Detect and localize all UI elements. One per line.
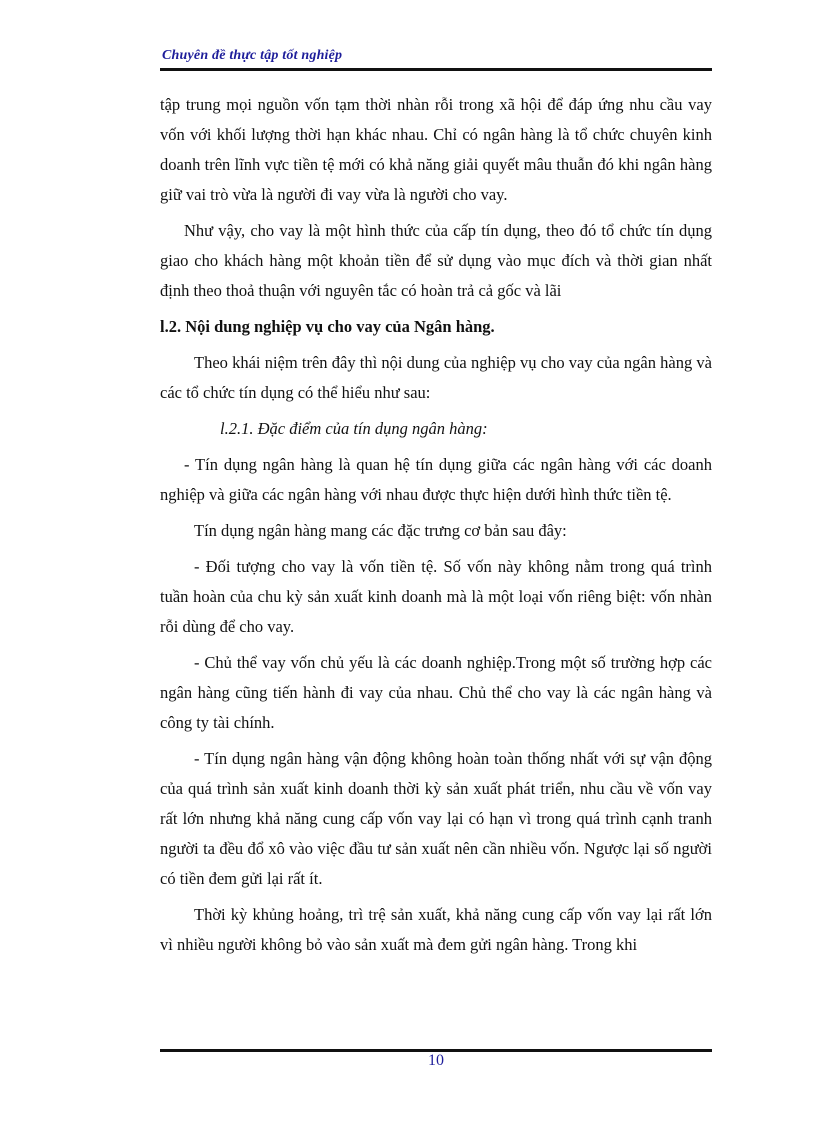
page-header [160, 46, 712, 68]
page-number: 10 [428, 1052, 444, 1069]
paragraph: - Tín dụng ngân hàng là quan hệ tín dụng giữa các ngân hàng với các doanh nghiệp và giữa các ngân hàng với nhau được thực hiện dưới hình thức tiền tệ. [160, 455, 712, 504]
paragraph: - Tín dụng ngân hàng vận động không hoàn toàn thống nhất với sự vận động của quá trình sản xuất kinh doanh thời kỳ sản xuất phát triển, nhu cầu về vốn vay rất lớn nhưng khả năng cung cấp vốn vay lại có hạn vì trong quá trình cạnh tranh người ta đều đổ xô vào việc đầu tư sản xuất nên cần nhiều vốn. Ngược lại số người có tiền đem gửi lại rất ít. [160, 749, 712, 888]
subsection-heading: l.2.1. Đặc điểm của tín dụng ngân hàng: [220, 419, 488, 438]
paragraph: Tín dụng ngân hàng mang các đặc trưng cơ bản sau đây: [194, 521, 567, 540]
header-rule [160, 68, 712, 71]
paragraph: Thời kỳ khủng hoảng, trì trệ sản xuất, khả năng cung cấp vốn vay lại rất lớn vì nhiều người không bỏ vào sản xuất mà đem gửi ngân hàng. Trong khi [160, 905, 712, 954]
body-text [160, 90, 712, 960]
paragraph: - Đối tượng cho vay là vốn tiền tệ. Số vốn này không nằm trong quá trình tuần hoàn của chu kỳ sản xuất kinh doanh mà là một loại vốn riêng biệt: vốn nhàn rỗi dùng để cho vay. [160, 557, 712, 636]
paragraph: Như vậy, cho vay là một hình thức của cấp tín dụng, theo đó tổ chức tín dụng giao cho khách hàng một khoản tiền để sử dụng vào mục đích và thời gian nhất định theo thoả thuận với nguyên tắc có hoàn trả cả gốc và lãi [160, 221, 712, 300]
paragraph: tập trung mọi nguồn vốn tạm thời nhàn rỗi trong xã hội để đáp ứng nhu cầu vay vốn với khối lượng thời hạn khác nhau. Chỉ có ngân hàng là tổ chức chuyên kinh doanh trên lĩnh vực tiền tệ mới có khả năng giải quyết mâu thuẫn đó khi ngân hàng giữ vai trò vừa là người đi vay vừa là người cho vay. [160, 95, 712, 204]
header-title: Chuyên đề thực tập tốt nghiệp [162, 48, 343, 63]
paragraph: - Chủ thể vay vốn chủ yếu là các doanh nghiệp.Trong một số trường hợp các ngân hàng cũng tiến hành đi vay của nhau. Chủ thể cho vay là các ngân hàng và công ty tài chính. [160, 653, 712, 732]
paragraph: Theo khái niệm trên đây thì nội dung của nghiệp vụ cho vay của ngân hàng và các tổ chức tín dụng có thể hiểu như sau: [160, 353, 712, 402]
section-heading: l.2. Nội dung nghiệp vụ cho vay của Ngân hàng. [160, 317, 495, 336]
